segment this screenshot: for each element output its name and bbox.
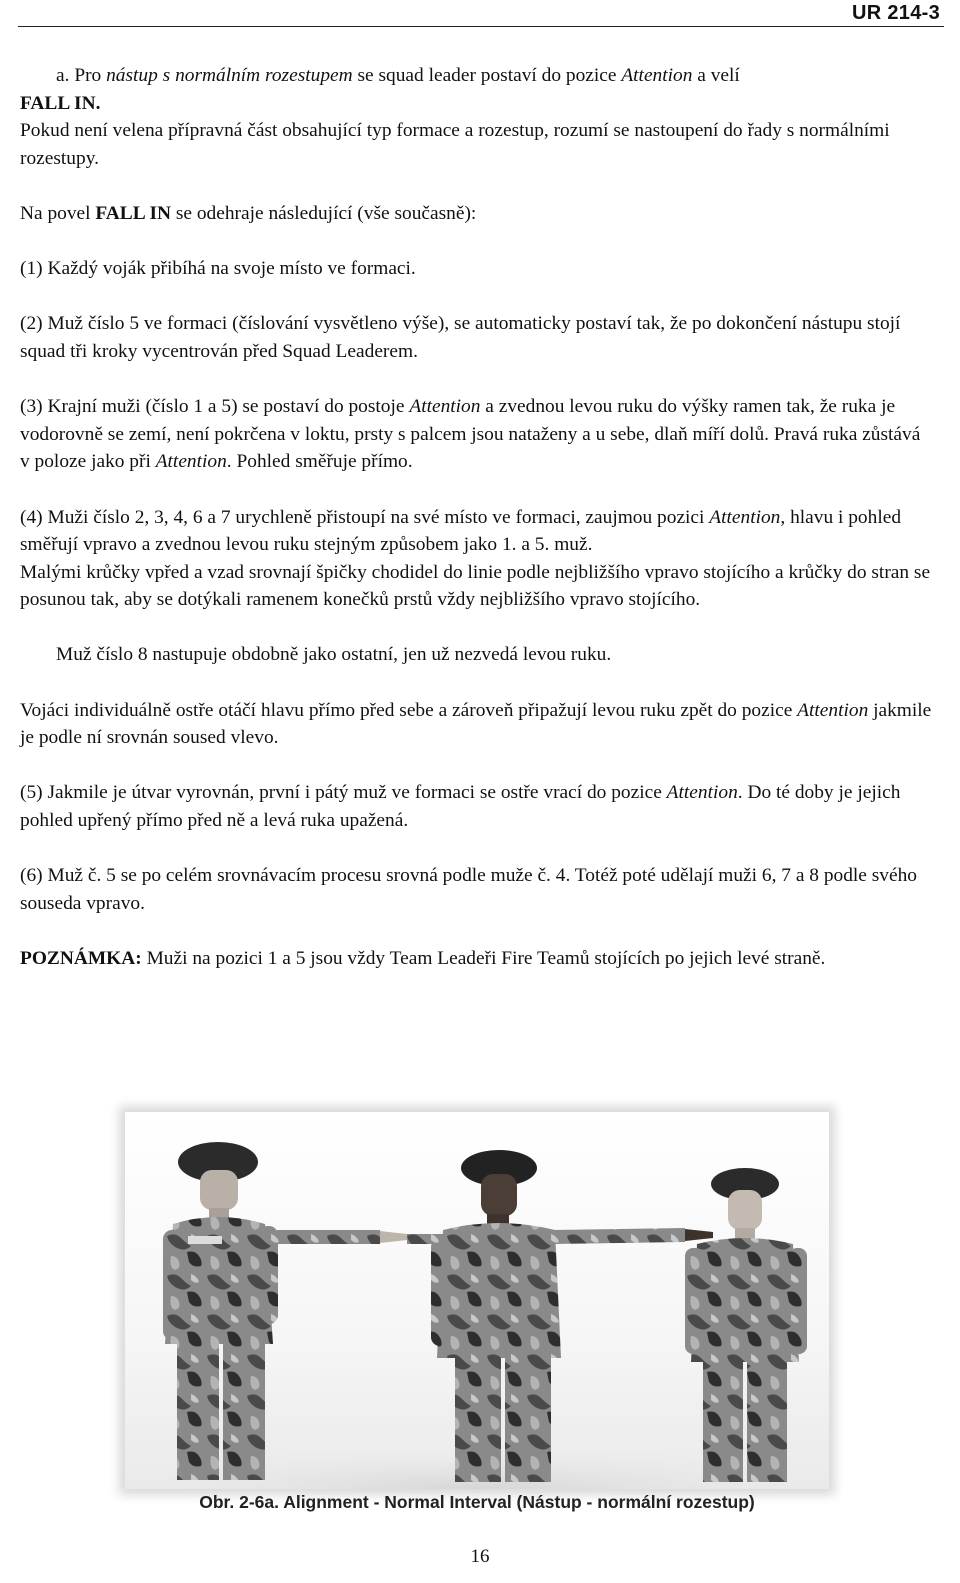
term-attention: Attention	[621, 65, 693, 86]
text-run: Vojáci individuálně ostře otáčí hlavu přímo před sebe a zároveň připažují levou ruku zpět do pozice	[20, 699, 798, 721]
page-header	[18, 0, 944, 27]
term-attention: Attention	[666, 782, 738, 804]
text-run: jakmile je podle ní srovnán soused vlevo.	[20, 699, 932, 749]
term-attention: Attention	[409, 396, 481, 418]
text-run: se squad leader postaví do pozice	[352, 65, 622, 86]
paragraph-a	[20, 62, 934, 90]
text-run: . Pohled směřuje přímo.	[226, 451, 413, 473]
paragraph-step-1: (1) Každý voják přibíhá na svoje místo ve formaci.	[20, 258, 416, 280]
raised-arm	[553, 1228, 685, 1244]
soldiers-illustration	[125, 1112, 829, 1489]
paragraph-step-2: (2) Muž číslo 5 ve formaci (číslování vysvětleno výše), se automaticky postaví tak, že po dokončení nástupu stojí squad tři kroky vycentrován před Squad Leaderem.	[20, 313, 901, 362]
document-body	[20, 62, 934, 973]
paragraph-step-3	[20, 393, 934, 476]
figure-caption: Obr. 2-6a. Alignment - Normal Interval (Nástup - normální rozestup)	[199, 1492, 755, 1512]
text-run: se odehraje následující (vše současně):	[171, 202, 477, 224]
text-run: Muži na pozici 1 a 5 jsou vždy Team Leadeři Fire Teamů stojících po jejich levé straně.	[141, 948, 826, 969]
paragraph-step-5	[20, 779, 934, 834]
text-run: a zvednou levou ruku do výšky ramen tak, že ruka je vodorovně se zemí, není pokrčena v loktu, prsty s palcem jsou nataženy a u sebe, dlaň míří dolů. Pravá ruka zůstává v poloze jako při	[20, 396, 921, 473]
paragraph-step-4	[20, 504, 934, 559]
name-tag	[188, 1236, 222, 1244]
note-label: POZNÁMKA:	[20, 948, 142, 969]
term-attention: Attention	[155, 451, 227, 473]
command-fall-in: FALL IN.	[20, 92, 101, 114]
text-run: a velí	[692, 65, 740, 86]
paragraph-preparatory: Pokud není velena přípravná část obsahující typ formace a rozestup, rozumí se nastoupení do řady s normálními rozestupy.	[20, 120, 890, 169]
paragraph-man-8: Muž číslo 8 nastupuje obdobně jako ostatní, jen už nezvedá levou ruku.	[56, 644, 612, 666]
text-run: , hlavu i pohled směřují vpravo a zvednou levou ruku stejným způsobem jako 1. a 5. muž.	[20, 506, 902, 556]
term-attention: Attention	[797, 699, 869, 721]
raised-arm	[277, 1230, 380, 1244]
text-run: (5) Jakmile je útvar vyrovnán, první i pátý muž ve formaci se ostře vrací do pozice	[20, 782, 667, 804]
text-run: . Do té doby je jejich pohled upřený přímo před ně a levá ruka upažená.	[20, 782, 901, 832]
text-run: Pro	[69, 65, 107, 86]
paragraph-command	[20, 200, 934, 228]
document-code: UR 214-3	[852, 2, 940, 24]
alignment-photo	[125, 1112, 829, 1489]
command-bold: FALL IN	[95, 202, 171, 224]
text-run: Na povel	[20, 202, 96, 224]
text-run: (3) Krajní muži (číslo 1 a 5) se postaví do postoje	[20, 396, 410, 418]
page-number: 16	[470, 1546, 490, 1567]
term-attention: Attention	[709, 506, 781, 528]
paragraph-step-4-detail: Malými krůčky vpřed a vzad srovnají špičky chodidel do linie podle nejbližšího vpravo stojícího a krůčky do stran se posunou tak, aby se dotýkali ramenem konečků prstů vždy nejbližšího vpravo stojícího.	[20, 561, 931, 611]
paragraph-step-6: (6) Muž č. 5 se po celém srovnávacím procesu srovná podle muže č. 4. Totéž poté udělají muži 6, 7 a 8 podle svého souseda vpravo.	[20, 865, 917, 914]
term-normal-interval: nástup s normálním rozestupem	[106, 65, 353, 86]
item-label: a.	[56, 65, 70, 86]
text-run: (4) Muži číslo 2, 3, 4, 6 a 7 urychleně přistoupí na své místo ve formaci, zaujmou pozici	[20, 506, 710, 528]
note-paragraph	[20, 945, 934, 973]
paragraph-soldiers	[20, 697, 934, 752]
